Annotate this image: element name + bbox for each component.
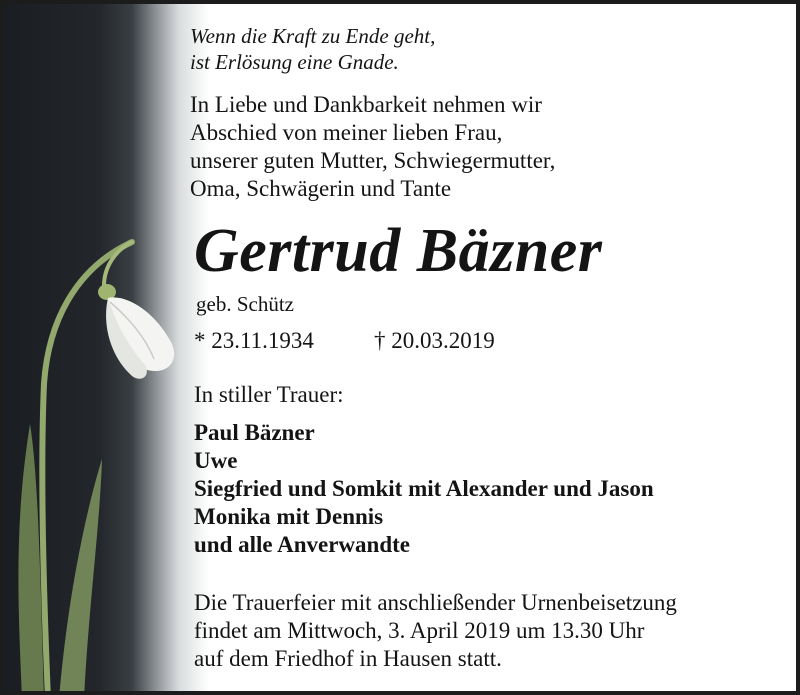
mourner-name: Uwe [194,448,238,473]
death-date: † 20.03.2019 [374,328,495,353]
mourner-name: und alle Anverwandte [194,532,410,557]
maiden-name: geb. Schütz [196,292,294,316]
ceremony-line: Die Trauerfeier mit anschließender Urnenbeisetzung [194,590,677,615]
intro-line: In Liebe und Dankbarkeit nehmen wir [190,92,542,117]
intro-line: Abschied von meiner lieben Frau, [190,120,503,145]
birth-date: * 23.11.1934 [194,328,314,353]
deceased-name: Gertrud Bäzner [194,217,603,285]
motto-line: ist Erlösung eine Gnade. [190,50,399,74]
motto-line: Wenn die Kraft zu Ende geht, [190,24,436,48]
mourner-name: Paul Bäzner [194,420,315,445]
ceremony-line: findet am Mittwoch, 3. April 2019 um 13.30 Uhr [194,618,645,643]
mourner-name: Siegfried und Somkit mit Alexander und Jason [194,476,654,501]
life-dates [194,328,495,354]
mourning-label: In stiller Trauer: [194,382,344,407]
intro-line: Oma, Schwägerin und Tante [190,176,452,201]
mourner-name: Monika mit Dennis [194,504,384,529]
intro-line: unserer guten Mutter, Schwiegermutter, [190,148,556,173]
ceremony-line: auf dem Friedhof in Hausen statt. [194,646,502,671]
